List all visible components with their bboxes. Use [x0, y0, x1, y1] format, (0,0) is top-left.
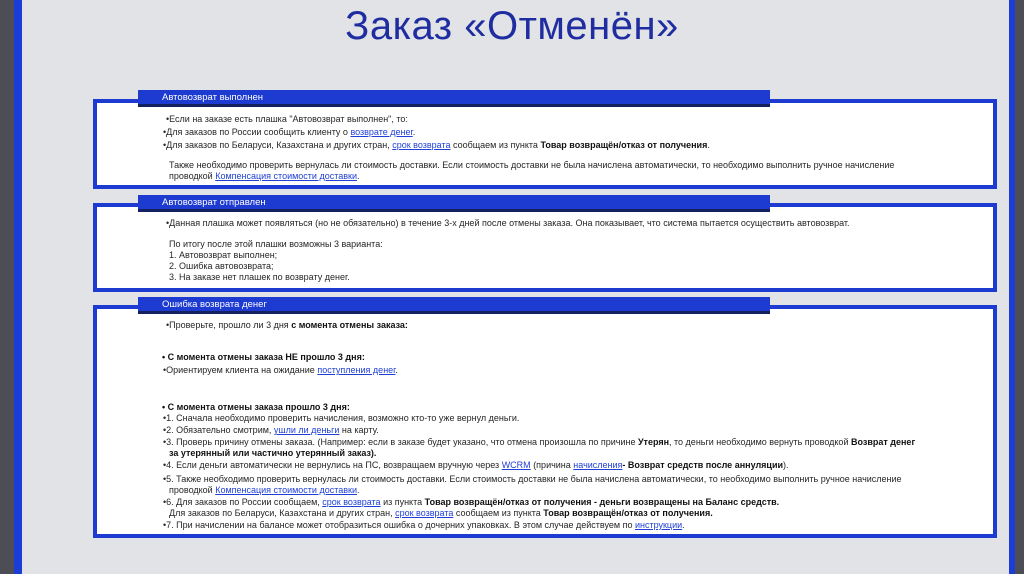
- panel3-line-4: • С момента отмены заказа прошло 3 дня:: [162, 402, 350, 412]
- panel2-line-2: По итогу после этой плашки возможны 3 варианта:: [169, 239, 383, 249]
- panel3-line-13: Для заказов по Беларуси, Казахстана и других стран, срок возврата сообщаем из пункта Товар возвращён/отказ от получения.: [169, 508, 713, 518]
- panel3-line-10: •5. Также необходимо проверить вернулась ли стоимость доставки. Если стоимость доставки не была начислена автоматически, то необходимо выполнить ручное начисление: [163, 474, 902, 484]
- money-sent-to-card-link[interactable]: ушли ли деньги: [273, 425, 340, 435]
- panel3-line-12: •6. Для заказов по России сообщаем, срок возврата из пункта Товар возвращён/отказ от получения - деньги возвращены на Баланс средств.: [163, 497, 780, 507]
- panel-autoreturn-sent-header: Автовозврат отправлен: [138, 195, 770, 212]
- panel3-line-11: проводкой Компенсация стоимости доставки.: [169, 485, 360, 495]
- panel3-line-8: за утерянный или частично утерянный заказ).: [169, 448, 377, 458]
- panel-autoreturn-done-header: Автовозврат выполнен: [138, 90, 770, 107]
- panel1-line-4: Также необходимо проверить вернулась ли стоимость доставки. Если стоимость доставки не была начислена автоматически, то необходимо выполнить ручное начисление: [169, 160, 895, 170]
- right-decor-bar: [1015, 0, 1024, 574]
- panel3-line-14: •7. При начислении на балансе может отобразиться ошибка о дочерних упаковках. В этом случае действуем по инструкции.: [163, 520, 685, 530]
- panel3-line-7: •3. Проверь причину отмены заказа. (Например: если в заказе будет указано, что отмена произошла по причине Утерян, то деньги необходимо вернуть проводкой Возврат денег: [163, 437, 916, 447]
- money-arrival-link[interactable]: поступления денег: [317, 365, 396, 375]
- panel2-line-3: 1. Автовозврат выполнен;: [169, 250, 278, 260]
- delivery-compensation-link-2[interactable]: Компенсация стоимости доставки: [215, 485, 357, 495]
- delivery-compensation-link[interactable]: Компенсация стоимости доставки: [215, 171, 357, 181]
- refund-term-link-2[interactable]: срок возврата: [322, 497, 381, 507]
- refund-link[interactable]: возврате денег: [350, 127, 413, 137]
- refund-term-link[interactable]: срок возврата: [392, 140, 451, 150]
- left-accent-bar: [14, 0, 22, 574]
- refund-term-link-3[interactable]: срок возврата: [395, 508, 454, 518]
- panel3-line-3: •Ориентируем клиента на ожидание поступления денег.: [163, 365, 398, 375]
- panel3-line-5: •1. Сначала необходимо проверить начисления, возможно кто-то уже вернул деньги.: [163, 413, 520, 423]
- panel1-line-5: проводкой Компенсация стоимости доставки.: [169, 171, 360, 181]
- panel3-line-6: •2. Обязательно смотрим, ушли ли деньги на карту.: [163, 425, 379, 435]
- panel3-line-1: •Проверьте, прошло ли 3 дня с момента отмены заказа:: [166, 320, 408, 330]
- panel2-line-5: 3. На заказе нет плашек по возврату денег.: [169, 272, 350, 282]
- page-title: Заказ «Отменён»: [345, 4, 679, 48]
- panel1-line-3: •Для заказов по Беларуси, Казахстана и других стран, срок возврата сообщаем из пункта Товар возвращён/отказ от получения.: [163, 140, 710, 150]
- panel2-line-4: 2. Ошибка автовозврата;: [169, 261, 274, 271]
- panel3-line-2: • С момента отмены заказа НЕ прошло 3 дня:: [162, 352, 365, 362]
- instructions-link[interactable]: инструкции: [634, 520, 683, 530]
- panel2-line-1: •Данная плашка может появляться (но не обязательно) в течение 3-х дней после отмены заказа. Она показывает, что система пытается осуществить автовозврат.: [166, 218, 850, 228]
- wcrm-link[interactable]: WCRM: [501, 460, 531, 470]
- panel3-line-9: •4. Если деньги автоматически не вернулись на ПС, возвращаем вручную через WCRM (причина начисления- Возврат средств после аннуляции).: [163, 460, 789, 470]
- accrual-link[interactable]: начисления: [573, 460, 623, 470]
- panel-refund-error-header: Ошибка возврата денег: [138, 297, 770, 314]
- panel1-line-1: •Если на заказе есть плашка "Автовозврат выполнен", то:: [166, 114, 408, 124]
- panel1-line-2: •Для заказов по России сообщить клиенту о возврате денег.: [163, 127, 416, 137]
- left-decor-bar: [0, 0, 14, 574]
